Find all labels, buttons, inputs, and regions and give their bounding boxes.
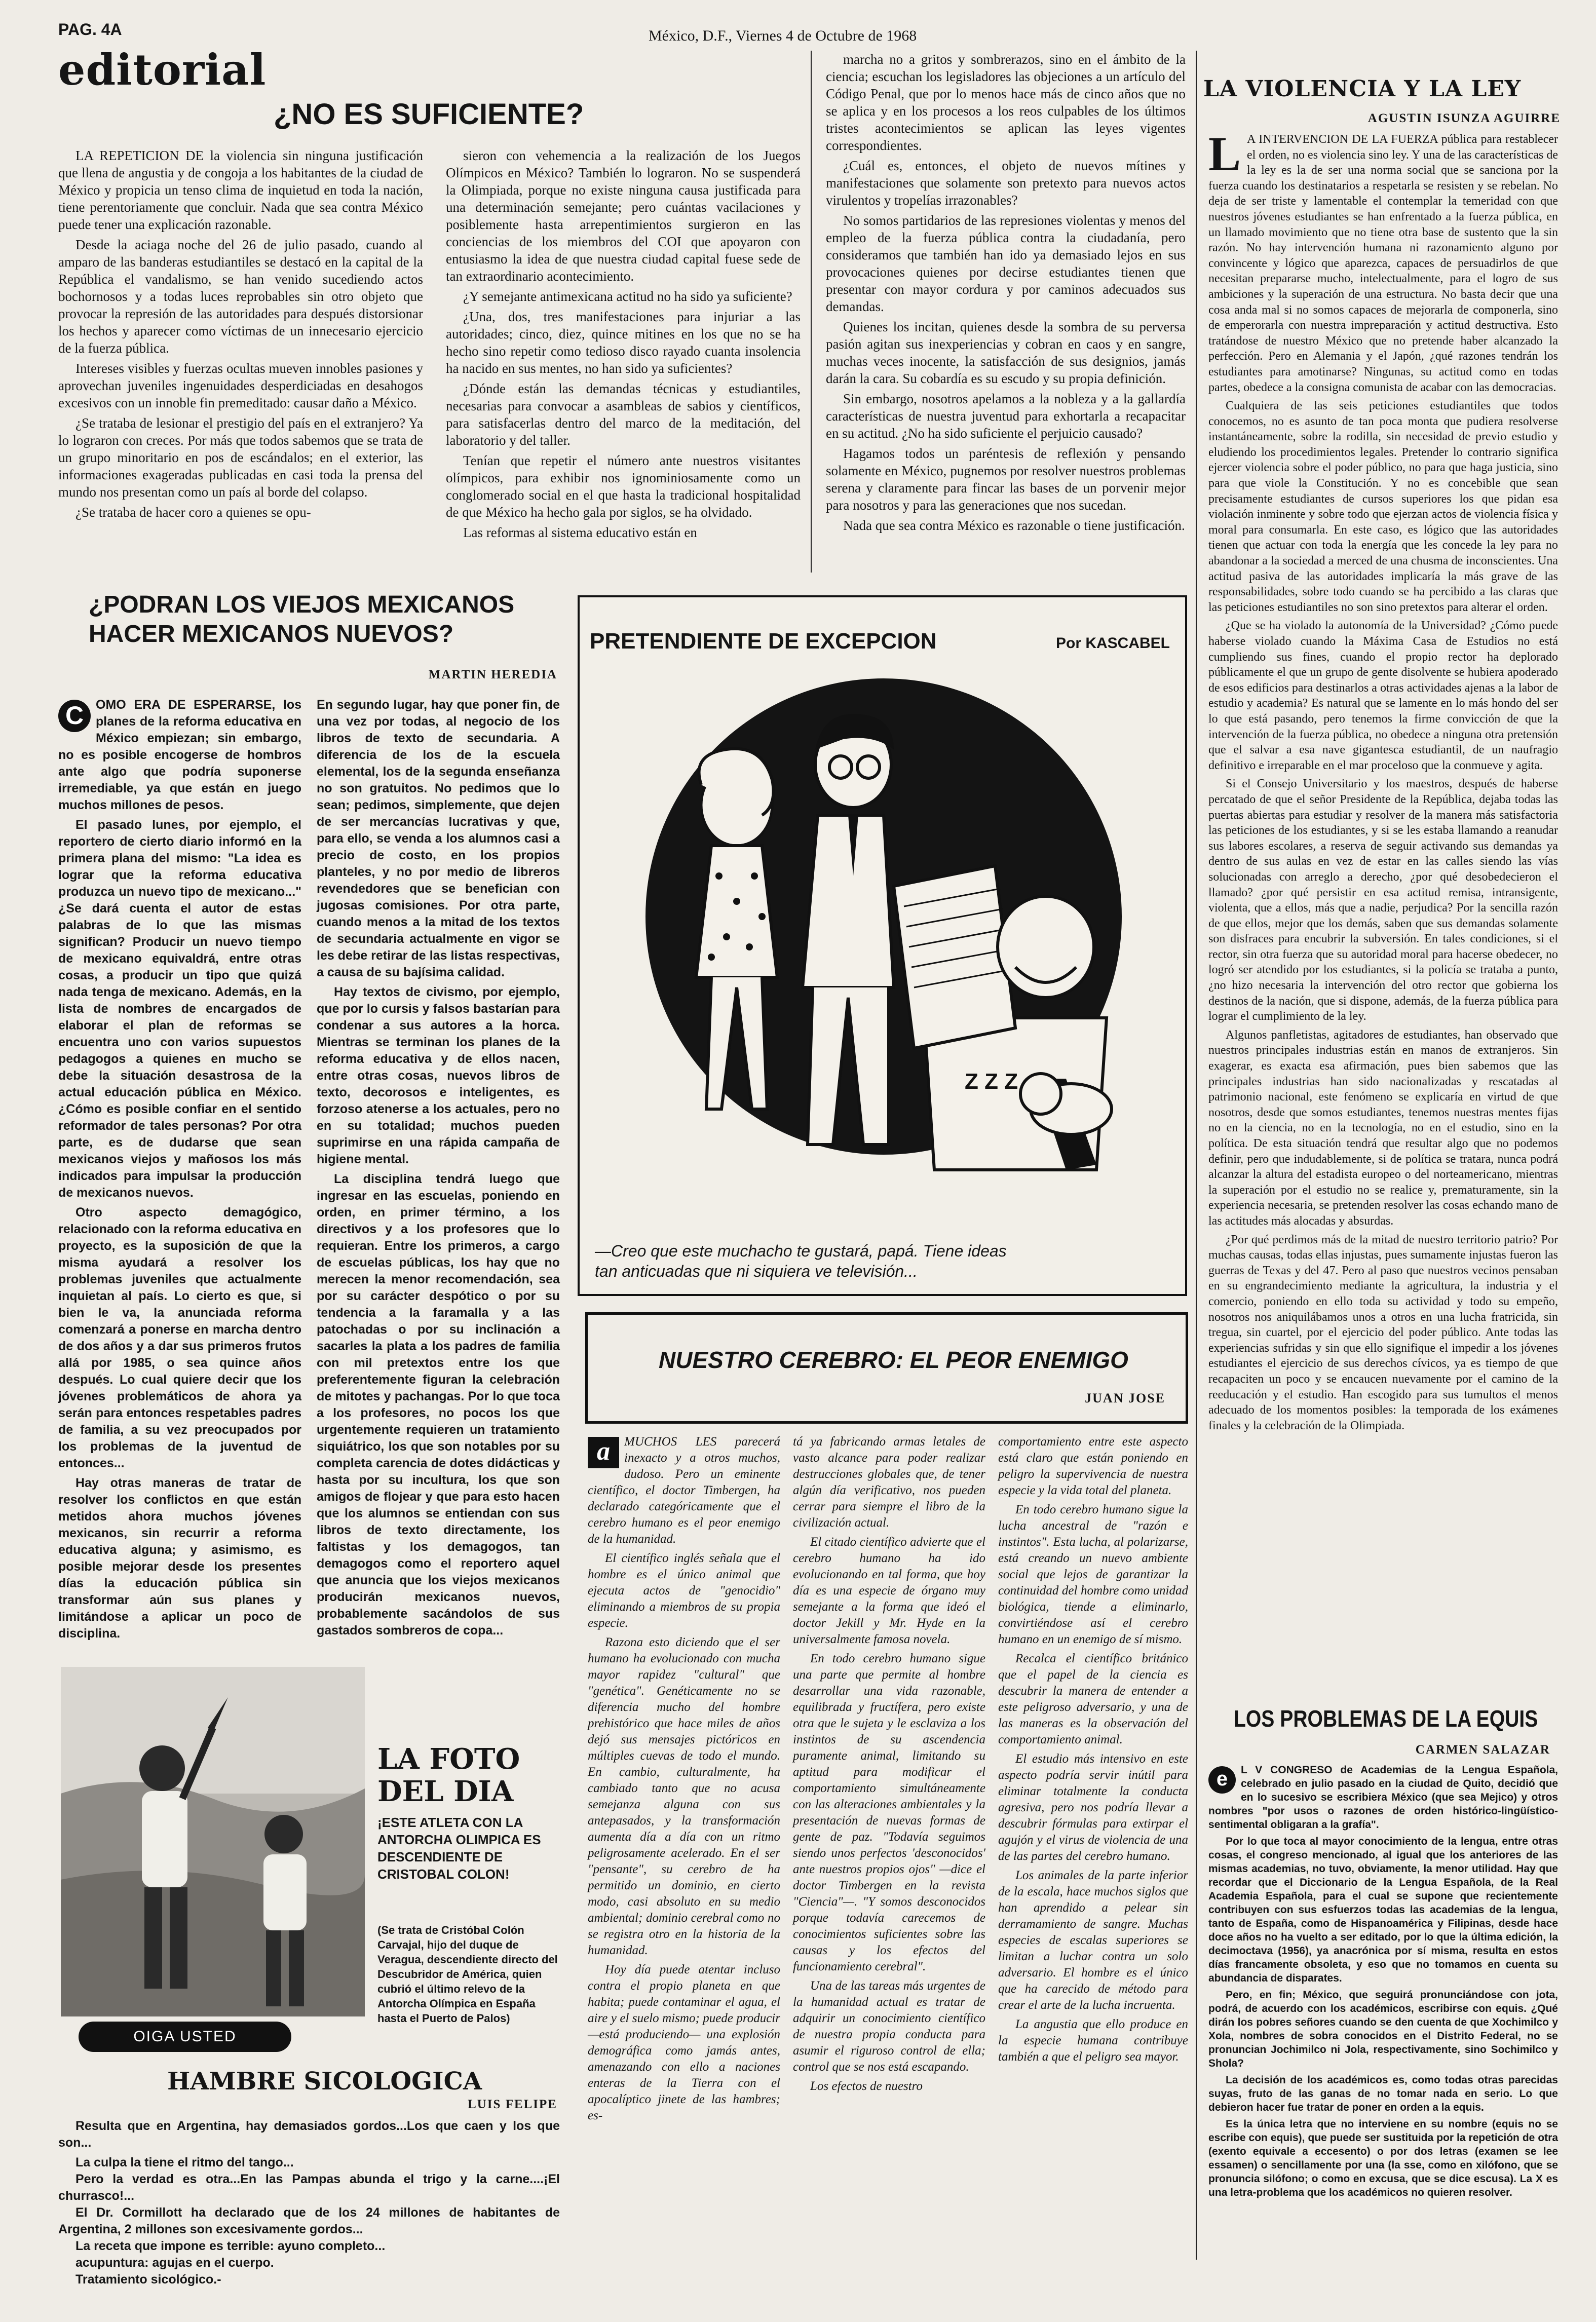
foto-title-line-2: DEL DIA (377, 1775, 514, 1808)
cerebro-c2-p1: tá ya fabricando armas letales de vasto alcance para poder realizar destrucciones globales que, de tener algún día verificativo, nos pueden cerrar para siempre el libro de la civilización actual. (793, 1435, 985, 1530)
cartoon-illustration (610, 663, 1157, 1226)
lead-c1-p5: ¿Se trataba de hacer coro a quienes se opu- (75, 505, 311, 520)
lead-headline: ¿NO ES SUFICIENTE? (274, 98, 584, 131)
cerebro-c2-p3: En todo cerebro humano sigue una parte que permite al hombre desarrollar una vida razonable, equilibrada y fructífera, pero existe otra que le sujeta y le esclaviza a los instintos de su ascendencia puramente animal, limitando su aptitud para modificar el comportamiento simultáneamente con las alteraciones ambientales y la presentación de nuevas formas de gente de paz. "Todavía seguimos siendo unos perfectos 'desconocidos' ante nuestros propios ojos" —dice el doctor Timbergen en la revista "Ciencia"—. "Y somos desconocidos porque todavía carecemos de conocimientos suficientes sobre las causas y los efectos del funcionamiento cerebral". (793, 1652, 985, 1973)
cerebro-c2-p2: El citado científico advierte que el cerebro humano ha ido evolucionando en tal forma, que hoy día es una especie de órgano muy semejante a la forma que ideó el doctor Jekill y Mr. Hyde en la universalmente famosa novela. (793, 1535, 985, 1646)
viejos-column-1 (58, 697, 301, 1645)
violencia-p2: Cualquiera de las seis peticiones estudiantiles que todos conocemos, no es asunto de tan poca monta que pudiera resolverse instantáneamente, sobre la rodilla, sin necesidad de previo estudio y eludiendo los procedimientos legales. Pretender lo contrario significa ejercer violencia sobre el poder público, no para que haga justicia, sino para que viole la Constitución. Y no es concebible que sean precisamente estudiantes de cursos superiores los que pidan esa violación inminente y sobre todo que ejerzan actos de violencia física y moral para consumarla. En este caso, es lógico que las autoridades tienen que actuar con toda la energía que les concede la ley para no abandonar a la sociedad a merced de una chusma de inconscientes. Una actitud pasiva de las autoridades implicaría la más grave de las responsabilidades, sobre todo cuando se ha percibido a las claras que las peticiones estudiantiles no son sino pretextos para alterar el orden. (1208, 399, 1558, 614)
cartoon-title: PRETENDIENTE DE EXCEPCION (590, 629, 937, 654)
lead-c1-p4: ¿Se trataba de lesionar el prestigio del país en el extranjero? Ya lo lograron con creces. Por más que todos sabemos que se trata de un grupo minoritario en pos de escándalos; en el exterior, las informaciones exageradas publicadas en casi toda la prensa del mundo nos presentan como un país al borde del colapso. (58, 415, 423, 500)
violencia-p4: Si el Consejo Universitario y los maestros, después de haberse percatado de que el señor Presidente de la República, dejaba todas las puertas abiertas para estudiar y resolver de la manera más satisfactoria las peticiones de los estudiantes, y si se les estaba llamando a reanudar sus labores escolares, a reserva de seguir activando sus demandas ya dentro de sus aulas en vez de estar en las calles siendo las vías solucionadas con arreglo a derecho, ¿por qué desobedecieron el llamado? ¿por qué persistir en esa actitud remisa, intransigente, violenta, que a ellos, más que a nadie, perjudica? Por la sencilla razón de que ellos, mejor que los demás, saben que sus demandas solamente son disfraces para encubrir la subversión. En tales condiciones, si el rector, sin otra fuerza que su autoridad moral para hacerse obedecer, no logró ser atendido por los estudiantes, si la policía se trataba a punto, ¿no hizo necesaria la intervención del otro rector que gobierna los destinos de la nación, que si dispone, además, de la fuerza pública para lograr el cumplimiento de la ley. (1208, 777, 1558, 1023)
cartoon-caption-line-2: tan anticuadas que ni siquiera ve televisión... (595, 1262, 918, 1280)
cerebro-c3-p3: Recalca el científico británico que el papel de la ciencia es descubrir la manera de entender a este peligroso adversario, y una de las maneras es la observación del comportamiento animal. (998, 1652, 1188, 1746)
lead-c3-p4: Quienes los incitan, quienes desde la sombra de su perversa pasión agitan sus inexperiencias y cobran en caos y en sangre, muchas veces inocente, la satisfacción de sus designios, jamás darán la cara. Su cobardía es su escudo y su propia definición. (826, 319, 1186, 386)
cerebro-c1-p1: MUCHOS LES parecerá inexacto y a otros muchos, dudoso. Pero un eminente científico, el doctor Timbergen, ha declarado categóricamente que el cerebro humano es el peor enemigo de la humanidad. (588, 1435, 780, 1546)
oiga-usted-banner (79, 2022, 291, 2052)
equis-byline: CARMEN SALAZAR (1415, 1743, 1550, 1757)
equis-headline: LOS PROBLEMAS DE LA EQUIS (1234, 1705, 1538, 1732)
lead-c2-p6: Las reformas al sistema educativo están en (463, 525, 697, 540)
violencia-p1: A INTERVENCION DE LA FUERZA pública para restablecer el orden, no es violencia sino ley. Y una de las características de la ley es la de ser una norma social que se sanciona por la fuerza cuando los destinatarios a respetarla se resisten y se rebelan. No deja de ser triste y lamentable el contemplar la temeridad con que nuestros jóvenes estudiantes se han enfrentado a la fuerza pública, en un llamado movimiento que no tiene otra base de sustento que la sin razón. No hay intervención humana ni razonamiento alguno por convincente y lógico que aparezca, capaces de persuadirlos de que necesitan prepararse mucho, intelectualmente, para el logro de sus ambiciones y la superación de una estructura. No basta decir que una cosa anda mal si no somos capaces de mejorarla de componerla, sino de emperorarla con nuestra impreparación y actitud destructiva. Esto tratándose de nuestro México que no pretende haber alcanzado la perfección. Pero en Alemania y el Japón, ¿qué razones tendrán los estudiantes para amotinarse? Ningunas, su actitud como en todas partes, obedece a la consigna comunista de acabar con las democracias. (1208, 133, 1558, 394)
cerebro-header-box (585, 1312, 1188, 1424)
foto-title (377, 1743, 520, 1808)
viejos-c2-p2: Hay textos de civismo, por ejemplo, que por lo cursis y falsos bastarían para condenar a sus autores a la horca. Mientras se terminan los planes de la reforma educativa y de ellos nacen, entre otras cosas, nuevos libros de texto, decorosos e inteligentes, es forzoso atenerse a los actuales, pero no en su totalidad; muchos pueden suprimirse en una rápida campaña de higiene mental. (317, 985, 560, 1166)
cerebro-c3-p6: La angustia que ello produce en la especie humana contribuye también a que el peligro sea mayor. (998, 2018, 1188, 2064)
lead-c1-p3: Intereses visibles y fuerzas ocultas mueven innobles pasiones y aprovechan juveniles ingenuidades desperdiciadas en desahogos excesivos con un innoble fin premeditado: causar daño a México. (58, 361, 423, 410)
violencia-p3: ¿Que se ha violado la autonomía de la Universidad? ¿Cómo puede haberse violado cuando la Máxima Casa de Estudios no está cumpliendo sus fines, cuando el propio rector ha deplorado públicamente el que un grupo de gente disolvente se hubiera apoderado de esos edificios para destinarlos a otras actividades ajenas a la labor de estudio y academia? Es natural que se lamente en lo más hondo del ser lo que está pasando, pero tenemos la firme convicción de que la intervención de la fuerza pública, no obedece a ninguna otra pretensión que el salvar a esa nave gigantesca estudiantil, de un naufragio definitivo e irreparable en el mar proceloso que la conmueve y agita. (1208, 619, 1558, 772)
cerebro-c2-p4: Una de las tareas más urgentes de la humanidad actual es tratar de adquirir un conocimiento científico de nuestra propia conducta para asumir el riguroso control de ella; control que se nos está escapando. (793, 1979, 985, 2074)
foto-lede: ¡ESTE ATLETA CON LA ANTORCHA OLIMPICA ES DESCENDIENTE DE CRISTOBAL COLON! (377, 1815, 541, 1882)
violencia-headline: LA VIOLENCIA Y LA LEY (1203, 76, 1522, 102)
lead-c3-p7: Nada que sea contra México es razonable o tiene justificación. (843, 518, 1185, 533)
equis-p3: Pero, en fin; México, que seguirá pronunciándose con jota, podrá, de acuerdo con los académicos, escribirse con equis. ¿Qué dirán los pobres señores cuando se den cuenta de que Xochimilco y Xola, nombres de sobra conocidos en el Distrito Federal, no se pronuncian Jochimilco ni Jola, respectivamente, sino Sochimilco y Shola? (1208, 1989, 1558, 2069)
hambre-byline: LUIS FELIPE (468, 2098, 557, 2111)
violencia-p6: ¿Por qué perdimos más de la mitad de nuestro territorio patrio? Por muchas causas, todas ellas injustas, pues sumamente injustas fueron las guerras de Texas y del 47. Pero al paso que nuestros vecinos pensaban en su engrandecimiento mediante la agricultura, la industria y el comercio, poniendo en ello toda su actividad y todo su empeño, nosotros nos aniquilábamos unos a otros en una lucha fratricida, sin tregua, sin cuartel, por el ejercicio del poder público. Ante todas las experiencias sufridas y sin que ello signifique el impedir a los jóvenes estudiantes el ejercicio de sus derechos cívicos, ya es tiempo de que recapaciten un poco y se encaucen nuevamente por el camino de la reeducación y el estudio. Han escogido para sus tumultos el menos adecuado de los momentos posibles: la temporada de los exámenes finales y la celebración de la Olimpiada. (1208, 1233, 1558, 1432)
cerebro-c3-p2: En todo cerebro humano sigue la lucha ancestral de "razón e instintos". Esta lucha, al polarizarse, está creando un nuevo ambiente social que lejos de garantizar la continuidad del hombre como unidad biológica, tiende a eliminarlo, convirtiéndose así el cerebro humano en un enemigo de sí mismo. (998, 1503, 1188, 1646)
lead-c3-p5: Sin embargo, nosotros apelamos a la nobleza y a la gallardía características de nuestra juventud para exhortarla a recapacitar en su actitud. ¿No ha sido suficiente el perjuicio causado? (826, 391, 1186, 441)
hambre-line-3: Pero la verdad es otra...En las Pampas abunda el trigo y la carne....¡El churrasco!... (58, 2172, 560, 2203)
viejos-byline: MARTIN HEREDIA (428, 668, 557, 681)
hambre-line-5: La receta que impone es terrible: ayuno completo... (75, 2239, 386, 2253)
dateline: México, D.F., Viernes 4 de Octubre de 1968 (649, 27, 917, 44)
lead-c2-p2: ¿Y semejante antimexicana actitud no ha sido ya suficiente? (463, 289, 792, 304)
lead-c2-p5: Tenían que repetir el número ante nuestros visitantes olímpicos, para exhibir nos ignominiosamente como un conglomerado social en el que hasta la tradicional hospitalidad de que México ha hecho gala por siglos, se ha olvidado. (446, 453, 801, 520)
viejos-headline: ¿PODRAN LOS VIEJOS MEXICANOS HACER MEXICANOS NUEVOS? (89, 591, 515, 648)
equis-p4: La decisión de los académicos es, como todas otras parecidas suyas, fruto de las ganas de no tomar nada en serio. Lo que debieron hacer fue tratar de poner en orden a la equis. (1208, 2074, 1558, 2113)
equis-p1: L V CONGRESO de Academias de la Lengua Española, celebrado en julio pasado en la ciudad de Quito, decidió que en lo sucesivo se escribiera Méxicο (que sea Mejico) y otros nombres "por usos o razones de orden histórico-lingüístico-sentimental obligaran a la grafía". (1208, 1764, 1558, 1831)
viejos-dropcap: C (58, 700, 91, 732)
snore-text: Z Z Z (965, 1069, 1018, 1094)
torch-bearer-photo (61, 1667, 365, 2016)
hambre-headline: HAMBRE SICOLOGICA (167, 2067, 482, 2096)
cartoon-panel (578, 595, 1187, 1296)
equis-dropcap: e (1208, 1766, 1236, 1794)
violencia-p5: Algunos panfletistas, agitadores de estudiantes, han observado que nuestros principales industrias están en manos de extranjeros. Sin exagerar, es exacta esa afirmación, pues bien sabemos que las principales industrias han sido nacionalizadas y rescatadas al patrimonio nacional, este fenómeno se explicaría en virtud de que nosotros, desde que somos estudiantes, tenemos nuestras mentes fijas no en la ciencia, no en la tecnología, no en el estudio, sino en la política. De esta situación tendrá que resultar algo que no podemos definir, pero que indudablemente, si de política se tratara, nunca podrá alcanzar la altura del estadista europeo o del norteamericano, mientras la superación por el estudio no se realice y, prematuramente, sin la experiencia necesaria, se pretenden resolver las cosas echando mano de las actitudes más alocadas y absurdas. (1208, 1028, 1558, 1228)
hambre-line-2: La culpa la tiene el ritmo del tango... (75, 2155, 294, 2169)
cartoon-caption-line-1: —Creo que este muchacho te gustará, papá. Tiene ideas (595, 1242, 1007, 1260)
lead-c2-p1: sieron con vehemencia a la realización de los Juegos Olímpicos en México? También lo lograron. No se suspenderá la Olimpiada, porque no existe ninguna causa justificada para una determinación semejante; pero cuántas vacilaciones y posiblemente hasta arrepentimientos surgieron en las conciencias de los miembros del COI que apoyaron con entusiasmo la idea de que nuestra ciudad capital fuese sede de tan extraordinario acontecimiento. (446, 148, 801, 284)
cerebro-column-3 (998, 1434, 1188, 2068)
cerebro-column-2 (793, 1434, 985, 2098)
oiga-usted-label: OIGA USTED (133, 2028, 237, 2045)
lead-c3-p2: ¿Cuál es, entonces, el objeto de nuevos mítines y manifestaciones que solamente son pretexto para nuevos actos virulentos y tropelías irrazonables? (826, 158, 1186, 208)
hambre-line-7: Tratamiento sicológico.- (75, 2272, 221, 2287)
cerebro-c2-p5: Los efectos de nuestro (810, 2079, 923, 2093)
lead-column-3 (826, 51, 1186, 537)
cerebro-c1-p2: El científico inglés señala que el hombre es el único animal que ejecuta actos de "genocidio" eliminando a miembros de su propia especie. (588, 1551, 780, 1630)
lead-c3-p1: marcha no a gritos y sombrerazos, sino en el ámbito de la ciencia; escuchan los legisladores las objeciones a un artículo del Código Penal, que por lo menos hace más de cinco años que no se aplica y en los procesos a los reos culpables de los últimos tristes acontecimientos se aplican las leyes vigentes correspondientes. (826, 52, 1186, 153)
lead-column-2 (446, 147, 801, 544)
equis-p2: Por lo que toca al mayor conocimiento de la lengua, entre otras cosas, el congreso mencionado, al igual que los anteriores de las mismas academias, no tuvo, obviamente, la menor utilidad. Hay que recordar que el Diccionario de la Lengua Española, de la Real Academia Española, para el cual se supone que recientemente contribuyen con sus esfuerzos todas las academias de la lengua, tanto de España, como de Hispanoamérica y Filipinas, desde hace doce años no ha vuelto a ser editado, por lo que la última edición, la decimoctava (1956), ya anacrónica por sí misma, resulta en estos días francamente obsoleta, y eso que no tomamos en cuenta su abundancia de disparates. (1208, 1836, 1558, 1984)
lead-column-1 (58, 147, 423, 524)
viejos-c1-p3: Otro aspecto demagógico, relacionado con la reforma educativa en proyecto, es la suposición de que la misma ayudará a resolver los problemas juveniles que actualmente inquietan al país. Lo cierto es que, si bien le va, la anunciada reforma comenzará a ponerse en marcha dentro de dos años y a dar sus primeros frutos allá por 1985, o sea quince años después. Lo cual quiere decir que los jóvenes problemáticos de ahora ya serán para entonces respetables padres de familia, a su vez preocupados por los problemas de la juventud de entonces... (58, 1205, 301, 1470)
cerebro-column-1 (588, 1434, 780, 2127)
cartoon-artist: Por KASCABEL (1055, 635, 1170, 652)
column-divider (1196, 51, 1197, 2260)
lead-c2-p3: ¿Una, dos, tres manifestaciones para injuriar a las autoridades; cinco, diez, quince mitines en los que no se ha hecho sino repetir como tedioso disco rayado cuanta insolencia ha nacido en sus mentes, no han sido ya suficientes? (446, 309, 801, 376)
hambre-line-1: Resulta que en Argentina, hay demasiados gordos...Los que caen y los que son... (58, 2119, 560, 2150)
column-divider (811, 51, 812, 573)
equis-p5: Es la única letra que no interviene en su nombre (equis no se escribe con equis), que puede ser sustituida por la repetición de otra (exento equivale a eccesento) o por dos letras (examen se lee essamen) o sencillamente por una (la sse, como en xilófono, que se pronuncia silófono; o como en excusa, que se dice escusa). La X es una letra-problema que los académicos no quieren resolver. (1208, 2118, 1558, 2198)
lead-c1-p1: LA REPETICION DE la violencia sin ninguna justificación que llena de angustia y de congoja a los habitantes de la ciudad de México y propicia un tenso clima de inquietud en toda la nación, tiene perentoriamente que concluir. Nada que sea contra México puede tener una explicación razonable. (58, 148, 423, 232)
viejos-c1-p2: El pasado lunes, por ejemplo, el reportero de cierto diario informó en la primera plana del mismo: "La idea es lograr que la reforma educativa produzca un nuevo tipo de mexicano..." ¿Se dará cuenta el autor de estas palabras de lo que las mismas significan? Producir un nuevo tiempo de mexicano equivaldrá, entre otras cosas, a producir un tipo que quizá nada tenga de mexicano. Además, en la lista de nombres de encargados de elaborar el plan de reformas se encuentra uno con varios supuestos pedagogos a quienes en mucho se debe la situación desastrosa de la actual educación pública en México. ¿Cómo es posible confiar en el sentido reformador de tales personas? Por otra parte, es de dudarse que sean mexicanos viejos y mañosos los más indicados para impulsar la producción de mexicanos nuevos. (58, 818, 301, 1200)
cerebro-byline: JUAN JOSE (1085, 1391, 1165, 1405)
cerebro-c1-p4: Hoy día puede atentar incluso contra el propio planeta en que habita; puede contaminar el agua, el aire y el suelo mismo; puede producir —está produciendo— una explosión demográfica como jamás antes, amenazando con ello a naciones enteras de la Tierra con el apocalíptico jinete de las hambres; es- (588, 1963, 780, 2122)
cerebro-dropcap: a (588, 1437, 619, 1468)
viejos-c2-p1: En segundo lugar, hay que poner fin, de una vez por todas, al negocio de los libros de texto de secundaria. A diferencia de los de la escuela elemental, los de la segunda enseñanza no son gratuitos. No pedimos que lo sean; pedimos, simplemente, que dejen de ser mercancías lucrativas y que, para ello, se venda a los alumnos casi a precio de costo, en los propios planteles, y no por medio de libreros revendedores que se benefician con jugosas comisiones. Por otra parte, cuando menos a la mitad de los textos de secundaria actualmente en vigor se les debe retirar de las listas respectivas, a causa de su bajísima calidad. (317, 698, 560, 979)
cerebro-c3-p4: El estudio más intensivo en este aspecto podría servir inútil para eliminar totalmente la conducta agresiva, pero nos podría llevar a descubrir fórmulas para extirpar el agujón y el virus de violencia de una de las partes del cerebro humano. (998, 1752, 1188, 1863)
violencia-body (1208, 127, 1558, 1436)
cerebro-c3-p5: Los animales de la parte inferior de la escala, hace muchos siglos que han aprendido a pelear sin derramamiento de sangre. Muchas especies de escalas superiores se limitan a luchar contra un solo adversario. El hombre es el único que ha carecido de método para crear el arte de la lucha incruenta. (998, 1869, 1188, 2012)
foto-title-line-1: LA FOTO (377, 1742, 520, 1776)
lead-c2-p4: ¿Dónde están las demandas técnicas y estudiantiles, necesarias para convocar a asambleas de sabios y científicos, para satisfacerlas dentro del marco de la meditación, del laboratorio y del taller. (446, 381, 801, 448)
equis-body (1208, 1763, 1558, 2202)
violencia-dropcap: L (1208, 127, 1241, 181)
foto-caption: (Se trata de Cristóbal Colón Carvajal, hijo del duque de Veragua, descendiente directo del Descubridor de América, quien cubrió el último relevo de la Antorcha Olímpica en España hasta el Puerto de Palos) (377, 1924, 558, 2025)
cerebro-c3-p1: comportamiento entre este aspecto está claro que están poniendo en peligro la supervivencia de nuestra especie y la vida total del planeta. (998, 1435, 1188, 1497)
lead-c1-p2: Desde la aciaga noche del 26 de julio pasado, cuando al amparo de las banderas estudiantiles se destacó en la capital de la República el vandalismo, se han venido sucediendo actos bochornosos y a todas luces reprobables sin otro objeto que provocar la represión de las autoridades para después distorsionar los hechos y aparecer como víctimas de un innecesario ejercicio de la fuerza pública. (58, 237, 423, 356)
lead-c3-p3: No somos partidarios de las represiones violentas y menos del empleo de la fuerza pública contra la ciudadanía, pero consideramos que también han ido ya demasiado lejos en sus provocaciones quienes por decirse estudiantes tienen que presentar con mayor cordura y por caminos adecuados sus demandas. (826, 213, 1186, 314)
viejos-column-2 (317, 697, 560, 1642)
cerebro-headline: NUESTRO CEREBRO: EL PEOR ENEMIGO (659, 1347, 1128, 1373)
hambre-line-4: El Dr. Cormillott ha declarado que de los 24 millones de habitantes de Argentina, 2 millones son excesivamente gordos... (58, 2205, 560, 2236)
hambre-body (58, 2118, 560, 2288)
viejos-c2-p3: La disciplina tendrá luego que ingresar en las escuelas, poniendo en orden, en primer término, a los directivos y a los profesores que lo requieran. Entre los primeros, a cargo de escuelas públicas, los hay que no merecen la menor recomendación, sea por su carácter despótico o por su tendencia a la faramalla y a las patochadas o por su inclinación a sacarles la plata a los padres de familia con mil pretextos entre los que preferentemente figuran la celebración de mitotes y pachangas. Por lo que toca a los profesores, no pocos los que urgentemente requieren un tratamiento siquiátrico, los que son notables por su completa carencia de dotes didácticas y hasta por su incultura, los que son amigos de flojear y que para esto hacen que los alumnos se entiendan con sus libros de texto directamente, los faltistas y los demagogos, tan demagogos como el reportero aquel que anuncia que los viejos mexicanos producirán mexicanos nuevos, probablemente sacándolos de sus gastados sombreros de copa... (317, 1172, 560, 1638)
hambre-line-6: acupuntura: agujas en el cuerpo. (75, 2256, 274, 2270)
viejos-c1-p1: OMO ERA DE ESPERARSE, los planes de la reforma educativa en México empiezan; sin embargo, no es posible encogerse de hombros ante algo que podría suponerse irremediable, ya que están en juego muchos millones de pesos. (58, 698, 301, 812)
lead-c3-p6: Hagamos todos un paréntesis de reflexión y pensando solamente en México, pugnemos por resolver nuestros problemas serena y claramente para fincar las bases de un porvenir mejor para nosotros y para las generaciones que nos sucedan. (826, 446, 1186, 513)
section-title: editorial (58, 45, 267, 95)
cerebro-c1-p3: Razona esto diciendo que el ser humano ha evolucionado con mucha mayor rapidez "cultural" que "genética". Genéticamente no se diferencia mucho del hombre prehistórico que hace miles de años dejó sus mensajes pictóricos en múltiples cuevas de todo el mundo. En cambio, culturalmente, ha cambiado tanto que no acusa semejanza alguna con sus antepasados, y la transformación aumenta día a día con un ritmo peligrosamente acelerado. En el ser "pensante", su cerebro de ha permitido un dominio, en cierto modo, casi absoluto en su medio ambiental; dominio cerebral como no se registra otro en la historia de la humanidad. (588, 1635, 780, 1957)
viejos-c1-p4: Hay otras maneras de tratar de resolver los conflictos en que están metidos ahora muchos jóvenes mexicanos, sin recurrir a reforma educativa alguna; y asimismo, es posible mejorar desde los presentes días la educación pública sin transformar aún sus planes y limitándose a aplicar un poco de disciplina. (58, 1476, 301, 1641)
cartoon-caption (595, 1241, 1007, 1281)
page-number: PAG. 4A (58, 20, 122, 39)
violencia-byline: AGUSTIN ISUNZA AGUIRRE (1367, 111, 1561, 125)
